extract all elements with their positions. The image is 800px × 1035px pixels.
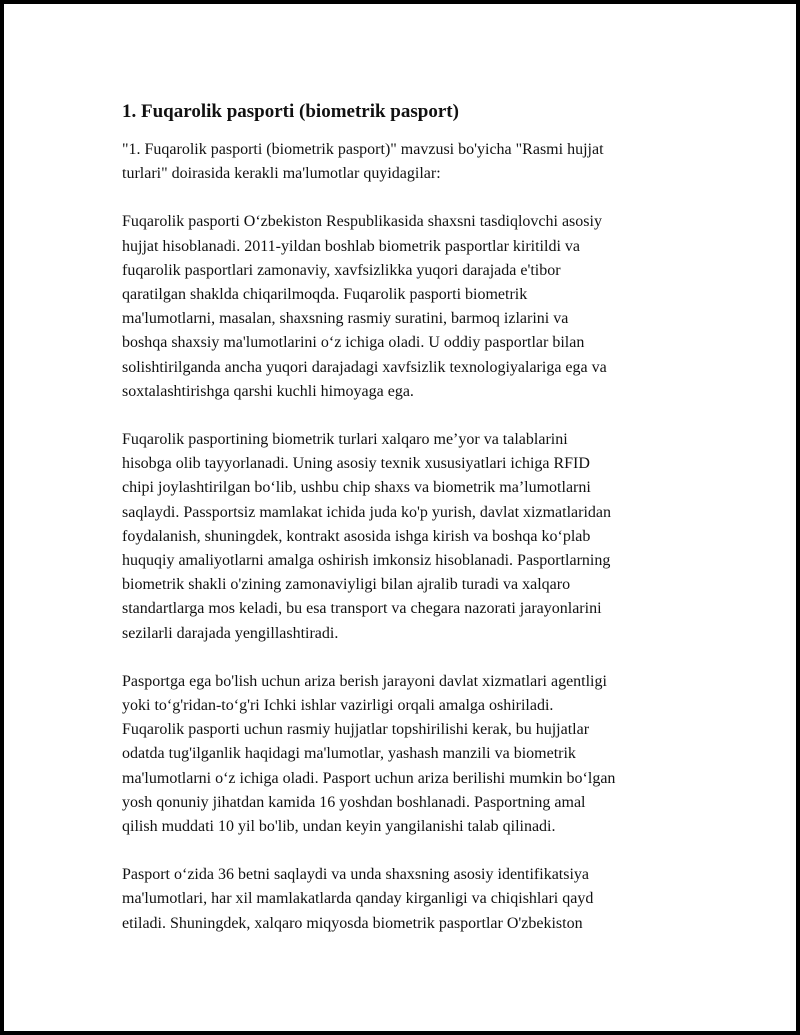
- paragraph-application-process: Pasportga ega bo'lish uchun ariza berish jarayoni davlat xizmatlari agentligi yoki to‘g'ridan-to‘g'ri Ichki ishlar vazirligi orqali amalga oshiriladi. Fuqarolik pasporti uchun rasmiy hujjatlar topshirilishi kerak, bu hujjatlar odatda tug'ilganlik haqidagi ma'lumotlar, yashash manzili va biometrik ma'lumotlarni o‘z ichiga oladi. Pasport uchun ariza berilishi mumkin bo‘lgan yosh qonuniy jihatdan kamida 16 yoshdan boshlanadi. Pasportning amal qilish muddati 10 yil bo'lib, undan keyin yangilanishi talab qilinadi.: [122, 672, 616, 836]
- document-body: [122, 100, 697, 936]
- paragraph-biometric-features: Fuqarolik pasportining biometrik turlari xalqaro me’yor va talablarini hisobga olib tayyorlanadi. Uning asosiy texnik xususiyatlari ichiga RFID chipi joylashtirilgan bo‘lib, ushbu chip shaxs va biometrik ma’lumotlarni saqlaydi. Passportsiz mamlakat ichida juda ko'p yurish, davlat xizmatlaridan foydalanish, shuningdek, kontrakt asosida ishga kirish va boshqa ko‘plab huquqiy amaliyotlarni amalga oshirish imkonsiz hisoblanadi. Pasportlarning biometrik shakli o'zining zamonaviyligi bilan ajralib turadi va xalqaro standartlarga mos keladi, bu esa transport va chegara nazorati jarayonlarini sezilarli darajada yengillashtiradi.: [122, 431, 611, 642]
- paragraph-passport-pages: Pasport o‘zida 36 betni saqlaydi va unda shaxsning asosiy identifikatsiya ma'lumotlari, har xil mamlakatlarda qanday kirganligi va chiqishlari qayd etiladi. Shuningdek, xalqaro miqyosda biometrik pasportlar O'zbekiston: [122, 866, 594, 932]
- document-title: 1. Fuqarolik pasporti (biometrik pasport): [122, 101, 459, 122]
- paragraph-intro: "1. Fuqarolik pasporti (biometrik pasport)" mavzusi bo'yicha "Rasmi hujjat turlari" doirasida kerakli ma'lumotlar quyidagilar:: [122, 141, 604, 183]
- paragraph-overview: Fuqarolik pasporti O‘zbekiston Respublikasida shaxsni tasdiqlovchi asosiy hujjat hisoblanadi. 2011-yildan boshlab biometrik pasportlar kiritildi va fuqarolik pasportlari zamonaviy, xavfsizlikka yuqori darajada e'tibor qaratilgan shaklda chiqarilmoqda. Fuqarolik pasporti biometrik ma'lumotlarni, masalan, shaxsning rasmiy suratini, barmoq izlarini va boshqa shaxsiy ma'lumotlarini o‘z ichiga oladi. U oddiy pasportlar bilan solishtirilganda ancha yuqori darajadagi xavfsizlik texnologiyalariga ega va soxtalashtirishga qarshi kuchli himoyaga ega.: [122, 213, 607, 400]
